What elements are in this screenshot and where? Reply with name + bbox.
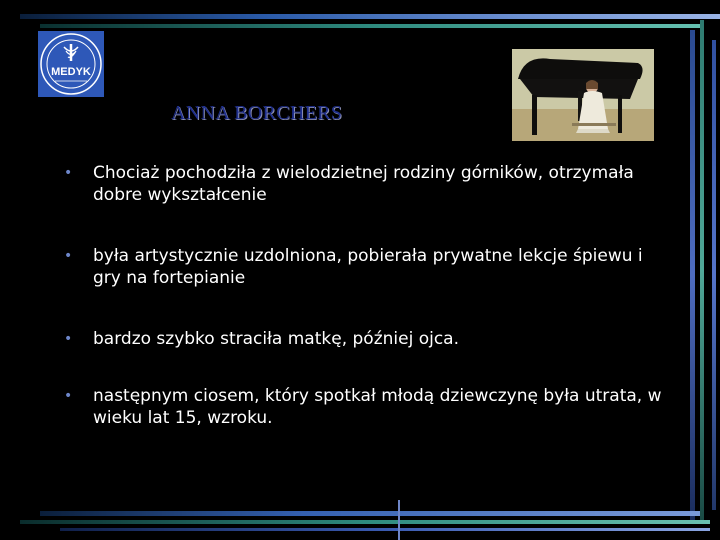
bullet-text: bardzo szybko straciła matkę, później ojca. bbox=[93, 329, 459, 349]
list-item bbox=[64, 385, 674, 429]
bullet-icon: • bbox=[64, 165, 73, 181]
bullet-text: Chociaż pochodziła z wielodzietnej rodziny górników, otrzymała dobre wykształcenie bbox=[93, 163, 634, 205]
list-item bbox=[64, 328, 674, 350]
frame-bottom-line bbox=[40, 511, 700, 516]
pianist-painting-image bbox=[512, 49, 654, 141]
list-item bbox=[64, 245, 674, 289]
frame-bottom-line-outer bbox=[60, 528, 710, 531]
slide-title: ANNA BORCHERS bbox=[171, 102, 343, 124]
medyk-logo-icon bbox=[38, 31, 104, 97]
frame-right-line bbox=[690, 30, 695, 520]
bullet-icon: • bbox=[64, 248, 73, 264]
frame-top-line bbox=[20, 14, 720, 19]
frame-right-line-outer bbox=[712, 40, 716, 510]
list-item bbox=[64, 162, 674, 206]
bullet-icon: • bbox=[64, 331, 73, 347]
bullet-text: następnym ciosem, który spotkał młodą dziewczynę była utrata, w wieku lat 15, wzroku. bbox=[93, 386, 662, 428]
frame-top-line-accent bbox=[40, 24, 700, 28]
logo-text: MEDYK bbox=[51, 66, 91, 78]
frame-bottom-line-accent bbox=[20, 520, 710, 524]
frame-right-line-accent bbox=[700, 20, 704, 520]
bullet-icon: • bbox=[64, 388, 73, 404]
frame-bottom-tick bbox=[398, 500, 400, 540]
bullet-text: była artystycznie uzdolniona, pobierała prywatne lekcje śpiewu i gry na fortepianie bbox=[93, 246, 643, 288]
